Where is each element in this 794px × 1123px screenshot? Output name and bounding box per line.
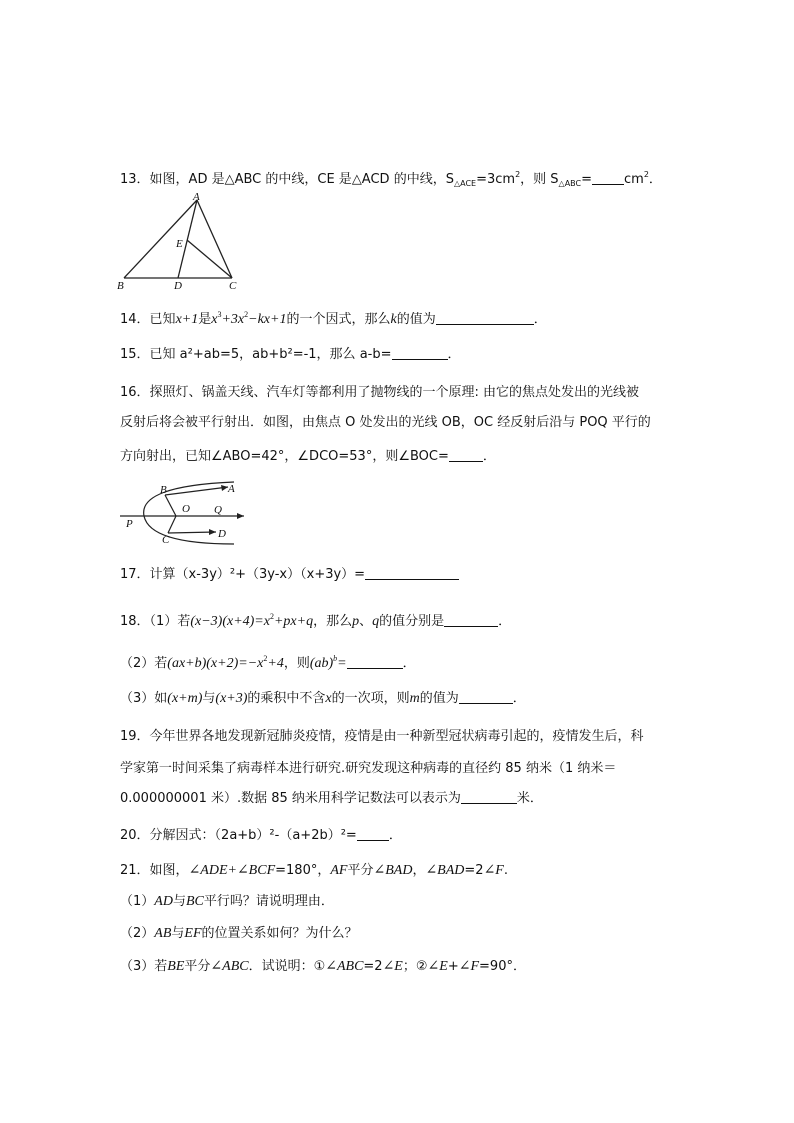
q18-number: 18． (120, 614, 150, 629)
q18-expression: (x+3) (215, 691, 248, 706)
q21-part1 (120, 893, 334, 911)
q19-answer-blank[interactable] (461, 790, 517, 804)
q21-text: =180°， (275, 863, 331, 878)
q16-line2: 反射后将会被平行射出．如图，由焦点 O 处发出的光线 OB，OC 经反射后沿与 POQ 平行的 (120, 415, 651, 430)
q18-expression: (ax+b)(x+2)=−x (167, 656, 264, 671)
figure-label-q: Q (214, 504, 222, 516)
figure-label-c: C (162, 534, 170, 546)
q19-line2: 学家第一时间采集了病毒样本进行研究.研究发现这种病毒的直径约 85 纳米（1 纳米＝ (120, 761, 617, 776)
q21-expression: ∠ABC (210, 959, 249, 974)
q13-superscript: 2 (515, 170, 521, 179)
q18-part2-answer-blank[interactable] (347, 655, 403, 669)
q21-text: 平行吗？请说明理由． (203, 894, 334, 909)
q16-text: ． (482, 449, 496, 464)
q21-expression: ∠E (382, 959, 403, 974)
q21-text: ；② (402, 959, 428, 974)
q18-text: ，则 (283, 656, 310, 671)
q19-text: 今年世界各地发现新冠肺炎疫情，疫情是由一种新型冠状病毒引起的，疫情发生后，科 (149, 729, 644, 744)
q13-line (120, 166, 662, 193)
q13-triangle-figure (114, 190, 244, 290)
q14-text: 已知 (149, 312, 176, 327)
q17-number: 17． (120, 567, 150, 582)
q18-expression: (x−3)(x+4)=x (190, 614, 270, 629)
q21-text: ， (412, 863, 426, 878)
q16-line3 (120, 448, 496, 466)
q15-number: 15． (120, 347, 150, 362)
q14-number: 14． (120, 312, 150, 327)
q14-line (120, 306, 547, 329)
q14-expression: x (211, 312, 218, 327)
q21-expression: ∠F (458, 959, 480, 974)
q14-text: ． (533, 312, 547, 327)
q21-text: =90°． (479, 959, 526, 974)
figure-label-c: C (229, 280, 237, 290)
q18-expression: = (337, 656, 347, 671)
q21-text: + (447, 959, 459, 974)
q17-text: 计算（x-3y）²+（3y-x）（x+3y）= (149, 567, 366, 582)
q18-text: ，那么 (313, 614, 353, 629)
q21-text: 平分 (347, 863, 374, 878)
q16-answer-blank[interactable] (449, 448, 483, 462)
q19-text: 米． (516, 791, 543, 806)
q13-text: 如图，AD 是 (149, 172, 225, 187)
figure-label-o: O (182, 503, 190, 515)
q17-answer-blank[interactable] (365, 566, 459, 580)
q14-text: 是 (198, 312, 212, 327)
q14-expression: x+1 (175, 312, 199, 327)
q16-text: 方向射出，已知∠ABO=42°，∠DCO=53°，则∠BOC= (120, 449, 449, 464)
q13-text: ，则 S (520, 172, 559, 187)
figure-label-e: E (176, 238, 183, 250)
q18-part3 (120, 690, 526, 708)
figure-label-b: B (117, 280, 124, 290)
q16-number: 16． (120, 385, 150, 400)
q21-text: （3）若 (120, 959, 168, 974)
q18-expression: (x+m) (167, 691, 203, 706)
q20-number: 20． (120, 828, 150, 843)
q15-text: ． (447, 347, 461, 362)
q21-text: =2 (464, 863, 484, 878)
figure-label-p: P (126, 518, 133, 530)
q13-number: 13． (120, 172, 150, 187)
q20-line (120, 827, 402, 845)
q18-variable: x (325, 691, 332, 706)
q14-variable: k (390, 312, 397, 327)
q19-number: 19． (120, 729, 150, 744)
q18-text: ． (512, 691, 526, 706)
q21-text: （2） (120, 926, 155, 941)
q21-text: 如图， (149, 863, 189, 878)
q21-line1 (120, 862, 508, 880)
q13-subscript: △ACE (453, 179, 477, 188)
q21-variable: BC (185, 894, 204, 909)
q13-superscript: 2 (643, 170, 649, 179)
q21-text: 与 (171, 926, 185, 941)
q13-subscript: △ABC (558, 179, 582, 188)
q18-exponent: 2 (263, 654, 268, 663)
q21-variable: EF (184, 926, 202, 941)
q21-part2 (120, 925, 358, 943)
q18-exponent: b (333, 654, 338, 663)
q13-text: =3cm (476, 172, 516, 187)
q18-text: 的值为 (419, 691, 459, 706)
figure-label-d: D (174, 280, 182, 290)
q21-text: 的位置关系如何？为什么？ (201, 926, 358, 941)
q14-answer-blank[interactable] (436, 311, 534, 325)
q18-text: 的一次项，则 (331, 691, 410, 706)
q21-expression: ∠F (483, 863, 504, 878)
q18-part3-answer-blank[interactable] (459, 690, 513, 704)
q15-answer-blank[interactable] (392, 346, 448, 360)
figure-label-a: A (228, 483, 235, 495)
figure-label-a: A (193, 191, 200, 203)
q13-text: = (581, 172, 593, 187)
q21-text: ．试说明：① (248, 959, 326, 974)
q18-part1-answer-blank[interactable] (444, 613, 498, 627)
q13-text: △ABC 的中线，CE 是 (224, 172, 352, 187)
q21-text: 与 (172, 894, 186, 909)
q21-variable: AF (330, 863, 348, 878)
q18-text: （2）若 (120, 656, 168, 671)
q18-expression: +4 (267, 656, 284, 671)
q15-line (120, 346, 461, 364)
q19-line3 (120, 790, 543, 808)
q18-exponent: 2 (269, 612, 274, 621)
q21-variable: AD (154, 894, 173, 909)
q21-expression: ∠BAD (425, 863, 465, 878)
q21-expression: ∠E (427, 959, 448, 974)
q13-answer-blank[interactable] (592, 171, 624, 185)
q14-expression: −kx+1 (248, 312, 287, 327)
q18-text: 的值分别是 (379, 614, 445, 629)
q21-part3 (120, 958, 526, 976)
q21-text: 平分 (184, 959, 211, 974)
q21-text: =2 (363, 959, 383, 974)
q21-variable: BE (167, 959, 185, 974)
q18-text: （3）如 (120, 691, 168, 706)
q18-text: 与 (202, 691, 216, 706)
q18-text: 、 (359, 614, 373, 629)
q21-expression: ∠ABC (325, 959, 364, 974)
q19-line1 (120, 728, 644, 746)
q20-answer-blank[interactable] (357, 827, 389, 841)
q18-variable: p (352, 614, 360, 629)
q18-text: ． (498, 614, 512, 629)
q18-part1 (120, 608, 511, 631)
q18-variable: m (409, 691, 420, 706)
q20-text: ． (388, 828, 402, 843)
q21-text: （1） (120, 894, 155, 909)
q13-text: cm (624, 172, 644, 187)
q14-exponent: 3 (217, 310, 222, 319)
q18-text: ． (402, 656, 416, 671)
figure-label-b: B (160, 484, 167, 496)
q14-text: 的值为 (396, 312, 436, 327)
q17-line (120, 566, 459, 584)
q21-number: 21． (120, 863, 150, 878)
q20-text: 分解因式：（2a+b）²-（a+2b）²= (149, 828, 357, 843)
q21-text: . (503, 863, 509, 878)
q18-expression: (ab) (309, 656, 334, 671)
q18-text: 的乘积中不含 (247, 691, 326, 706)
q21-expression: ∠ADE+∠BCF (188, 863, 276, 878)
q14-expression: +3x (221, 312, 245, 327)
q16-line1 (120, 384, 639, 402)
q19-text: 0.000000001 米）.数据 85 纳米用科学记数法可以表示为 (120, 791, 461, 806)
q16-text: 探照灯、锅盖天线、汽车灯等都利用了抛物线的一个原理: 由它的焦点处发出的光线被 (149, 385, 640, 400)
q13-text: ． (648, 172, 662, 187)
q21-variable: AB (154, 926, 172, 941)
q18-text: （1）若 (149, 614, 191, 629)
q13-text: △ACD 的中线，S (351, 172, 454, 187)
q18-variable: q (372, 614, 380, 629)
q15-text: 已知 a²+ab=5，ab+b²=-1，那么 a-b= (149, 347, 392, 362)
q14-text: 的一个因式，那么 (286, 312, 391, 327)
q21-expression: ∠BAD (373, 863, 413, 878)
q18-part2 (120, 650, 416, 673)
q16-parabola-figure (118, 478, 248, 548)
figure-label-d: D (218, 528, 226, 540)
q18-expression: +px+q (273, 614, 314, 629)
q14-exponent: 2 (244, 310, 249, 319)
